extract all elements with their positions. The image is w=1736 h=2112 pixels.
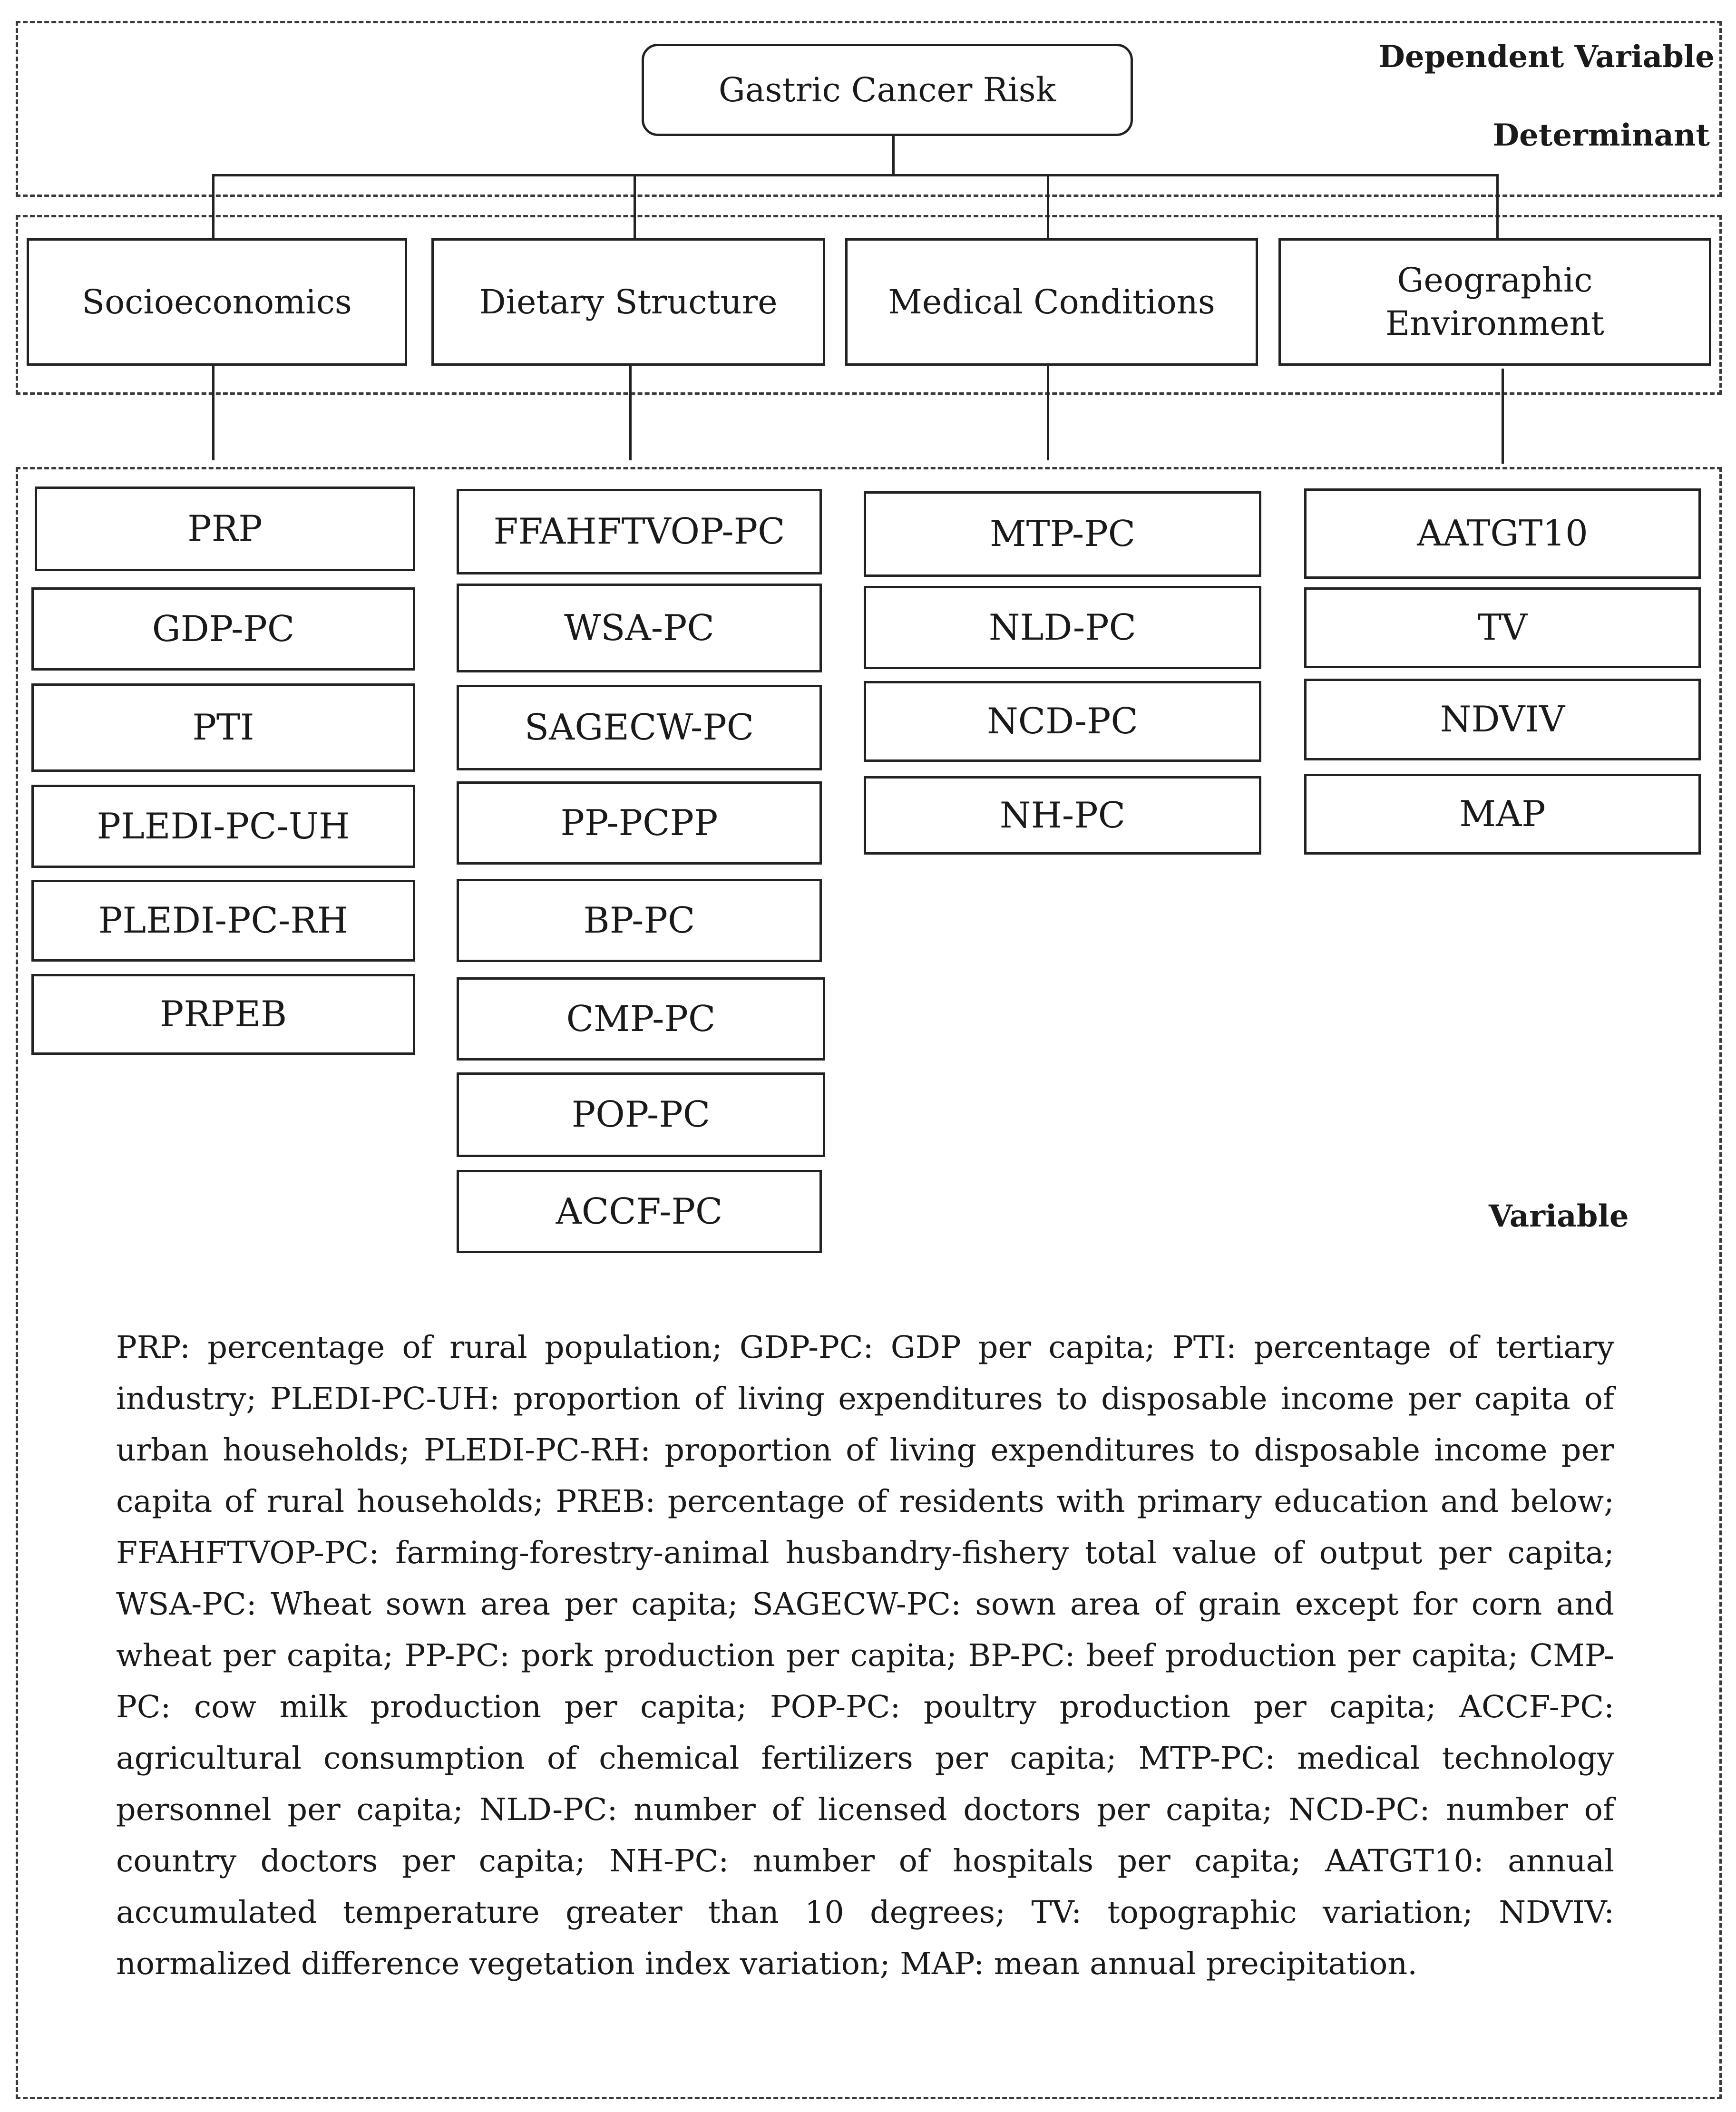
determinant-label: Determinant: [1492, 117, 1710, 153]
variable-gdp-pc: GDP-PC: [31, 587, 415, 671]
variable-pti: PTI: [31, 683, 415, 772]
variable-prp: PRP: [35, 487, 415, 571]
variable-nh-pc: NH-PC: [864, 776, 1261, 855]
variable-nld-pc: NLD-PC: [864, 586, 1261, 669]
category-bus: [212, 174, 1499, 176]
category-connector-3: [1047, 174, 1049, 240]
category-connector-4: [1496, 174, 1499, 240]
variable-sagecw-pc: SAGECW-PC: [457, 685, 822, 770]
variable-ncd-pc: NCD-PC: [864, 681, 1261, 762]
variable-aatgt10: AATGT10: [1304, 488, 1701, 579]
category-connector-2: [634, 174, 636, 245]
variable-map: MAP: [1304, 774, 1701, 855]
abbreviation-legend: PRP: percentage of rural population; GDP-PC: GDP per capita; PTI: percentage of tertiary industry; PLEDI-PC-UH: proportion of living expenditures to disposable income per capita of urban households; PLEDI-PC-RH: proportion of living expenditures to disposable income per capita of rural households; PREB: percentage of residents with primary education and below; FFAHFTVOP-PC: farming-forestry-animal husbandry-fishery total value of output per capita; WSA-PC: Wheat sown area per capita; SAGECW-PC: sown area of grain except for corn and wheat per capita; PP-PC: pork production per capita; BP-PC: beef production per capita; CMP-PC: cow milk production per capita; POP-PC: poultry production per capita; ACCF-PC: agricultural consumption of chemical fertilizers per capita; MTP-PC: medical technology personnel per capita; NLD-PC: number of licensed doctors per capita; NCD-PC: number of country doctors per capita; NH-PC: number of hospitals per capita; AATGT10: annual accumulated temperature greater than 10 degrees; TV: topographic variation; NDVIV: normalized difference vegetation index variation; MAP: mean annual precipitation.: [116, 1330, 1614, 1982]
variable-mtp-pc: MTP-PC: [864, 491, 1261, 577]
medical-conditions-node: Medical Conditions: [845, 238, 1258, 366]
variable-pledi-pc-rh: PLEDI-PC-RH: [31, 880, 415, 962]
category-connector-1: [212, 174, 215, 240]
variable-ndviv: NDVIV: [1304, 679, 1701, 760]
variable-pp-pcpp: PP-PCPP: [457, 781, 822, 865]
variable-label: Variable: [1489, 1198, 1629, 1234]
variable-connector-3: [1047, 365, 1049, 460]
variable-connector-2: [629, 365, 632, 460]
variable-ffahftvop-pc: FFAHFTVOP-PC: [457, 489, 822, 574]
variable-tv: TV: [1304, 587, 1701, 668]
variable-cmp-pc: CMP-PC: [457, 977, 825, 1061]
variable-accf-pc: ACCF-PC: [457, 1170, 822, 1253]
root-connector: [892, 135, 895, 176]
dietary-structure-node: Dietary Structure: [431, 238, 825, 366]
variable-pop-pc: POP-PC: [457, 1072, 825, 1157]
gastric-cancer-risk-node: Gastric Cancer Risk: [642, 44, 1133, 136]
geographic-environment-node: Geographic Environment: [1278, 238, 1711, 366]
variable-wsa-pc: WSA-PC: [457, 584, 822, 672]
variable-pledi-pc-uh: PLEDI-PC-UH: [31, 785, 415, 868]
variable-connector-1: [212, 365, 215, 460]
variable-prpeb: PRPEB: [31, 974, 415, 1055]
variable-bp-pc: BP-PC: [457, 879, 822, 962]
variable-connector-4: [1502, 369, 1504, 464]
dependent-variable-label: Dependent Variable: [1378, 39, 1715, 75]
socioeconomics-node: Socioeconomics: [27, 238, 407, 366]
